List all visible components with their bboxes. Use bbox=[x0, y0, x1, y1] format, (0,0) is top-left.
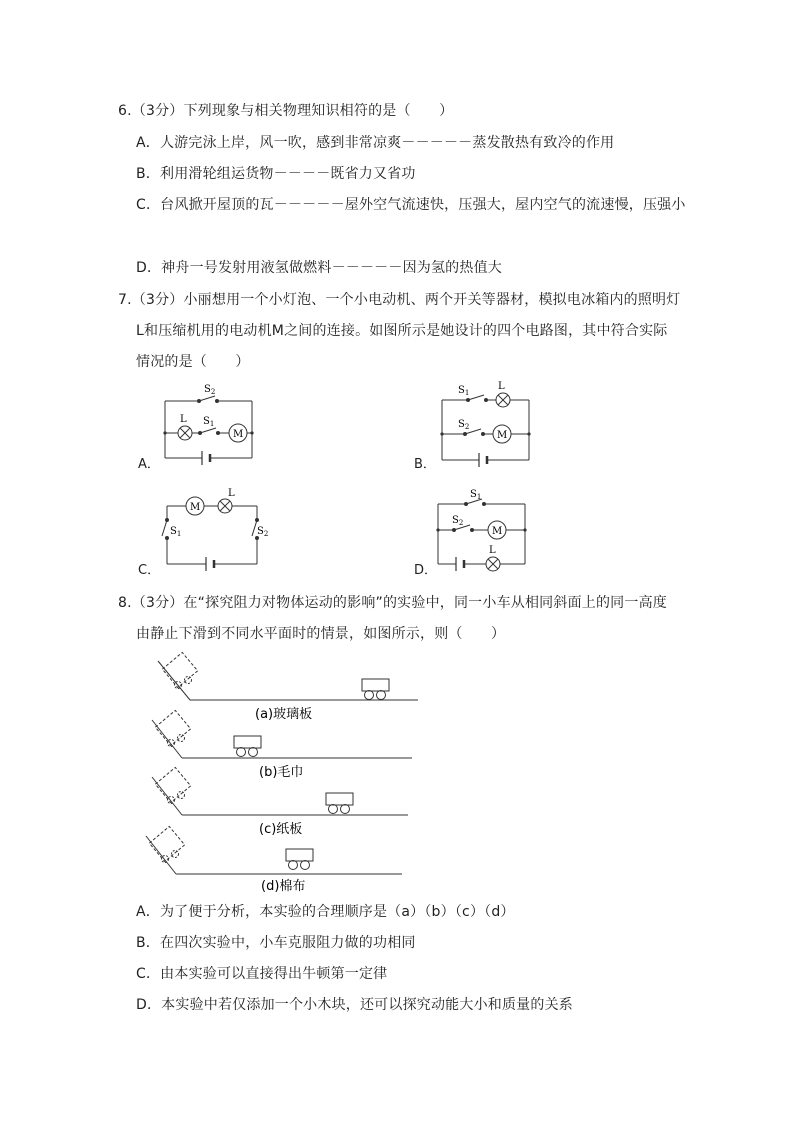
q6-stem: 6.（3分）下列现象与相关物理知识相符的是（ ） bbox=[118, 103, 454, 119]
circuit-diagram-a[interactable] bbox=[155, 378, 265, 468]
caption-d: (d)棉布 bbox=[261, 879, 306, 894]
circuit-c-motor-label: M bbox=[190, 502, 201, 513]
circuit-d-s1-label: $S_1$ bbox=[470, 489, 482, 501]
circuit-b-motor-label: M bbox=[497, 430, 508, 441]
incline-experiment-figure bbox=[140, 650, 430, 895]
circuit-diagram-d[interactable] bbox=[430, 486, 540, 576]
circuit-b-s1-label: $S_1$ bbox=[458, 385, 470, 397]
caption-b: (b)毛巾 bbox=[259, 765, 304, 780]
q7-stem-line-2: L和压缩机用的电动机M之间的连接。如图所示是她设计的四个电路图，其中符合实际 bbox=[136, 323, 668, 339]
circuit-b-s2-label: $S_2$ bbox=[458, 419, 470, 431]
q7-option-d-label[interactable]: D． bbox=[414, 563, 438, 578]
circuit-d-s2-label: $S_2$ bbox=[452, 515, 464, 527]
q6-option-b[interactable]: B．利用滑轮组运货物－－－－既省力又省功 bbox=[136, 166, 416, 182]
circuit-c-lamp-label: L bbox=[228, 488, 235, 499]
q8-option-b[interactable]: B．在四次实验中，小车克服阻力做的功相同 bbox=[136, 935, 416, 951]
q8-option-d[interactable]: D．本实验中若仅添加一个小木块，还可以探究动能大小和质量的关系 bbox=[136, 997, 573, 1013]
q6-option-c[interactable]: C．台风掀开屋顶的瓦－－－－－屋外空气流速快，压强大，屋内空气的流速慢，压强小 bbox=[136, 197, 686, 213]
circuit-a-s2-label: $S_2$ bbox=[204, 384, 216, 396]
circuit-d-motor-label: M bbox=[492, 526, 503, 537]
q7-option-a-label[interactable]: A． bbox=[138, 457, 160, 472]
scenario-a-glass bbox=[158, 652, 418, 700]
q7-stem-line-1: 7.（3分）小丽想用一个小灯泡、一个小电动机、两个开关等器材，模拟电冰箱内的照明灯 bbox=[118, 292, 681, 308]
circuit-a-motor-label: M bbox=[233, 429, 244, 440]
q7-option-c-label[interactable]: C． bbox=[138, 563, 161, 578]
q8-stem-line-2: 由静止下滑到不同水平面时的情景，如图所示，则（ ） bbox=[136, 626, 506, 642]
q6-option-d[interactable]: D．神舟一号发射用液氢做燃料－－－－－因为氢的热值大 bbox=[136, 260, 502, 276]
q6-option-a[interactable]: A．人游完泳上岸，风一吹，感到非常凉爽－－－－－蒸发散热有致冷的作用 bbox=[136, 135, 615, 151]
q8-option-a[interactable]: A．为了便于分析，本实验的合理顺序是（a）（b）（c）（d） bbox=[136, 904, 515, 920]
circuit-b-lamp-label: L bbox=[498, 381, 505, 392]
circuit-d-lamp-label: L bbox=[489, 545, 496, 556]
q8-stem-line-1: 8.（3分）在“探究阻力对物体运动的影响”的实验中，同一小车从相同斜面上的同一高度 bbox=[118, 595, 667, 611]
caption-a: (a)玻璃板 bbox=[255, 707, 313, 722]
circuit-c-s1-label: $S_1$ bbox=[170, 526, 182, 538]
q7-option-b-label[interactable]: B． bbox=[414, 457, 436, 472]
circuit-c-s2-label: $S_2$ bbox=[257, 526, 269, 538]
circuit-a-s1-label: $S_1$ bbox=[203, 416, 215, 428]
circuit-a-lamp-label: L bbox=[180, 414, 187, 425]
q7-stem-line-3: 情况的是（ ） bbox=[136, 354, 250, 370]
q8-option-c[interactable]: C．由本实验可以直接得出牛顿第一定律 bbox=[136, 966, 388, 982]
caption-c: (c)纸板 bbox=[259, 822, 303, 837]
circuit-diagram-c[interactable] bbox=[152, 486, 277, 574]
circuit-diagram-b[interactable] bbox=[432, 378, 542, 468]
